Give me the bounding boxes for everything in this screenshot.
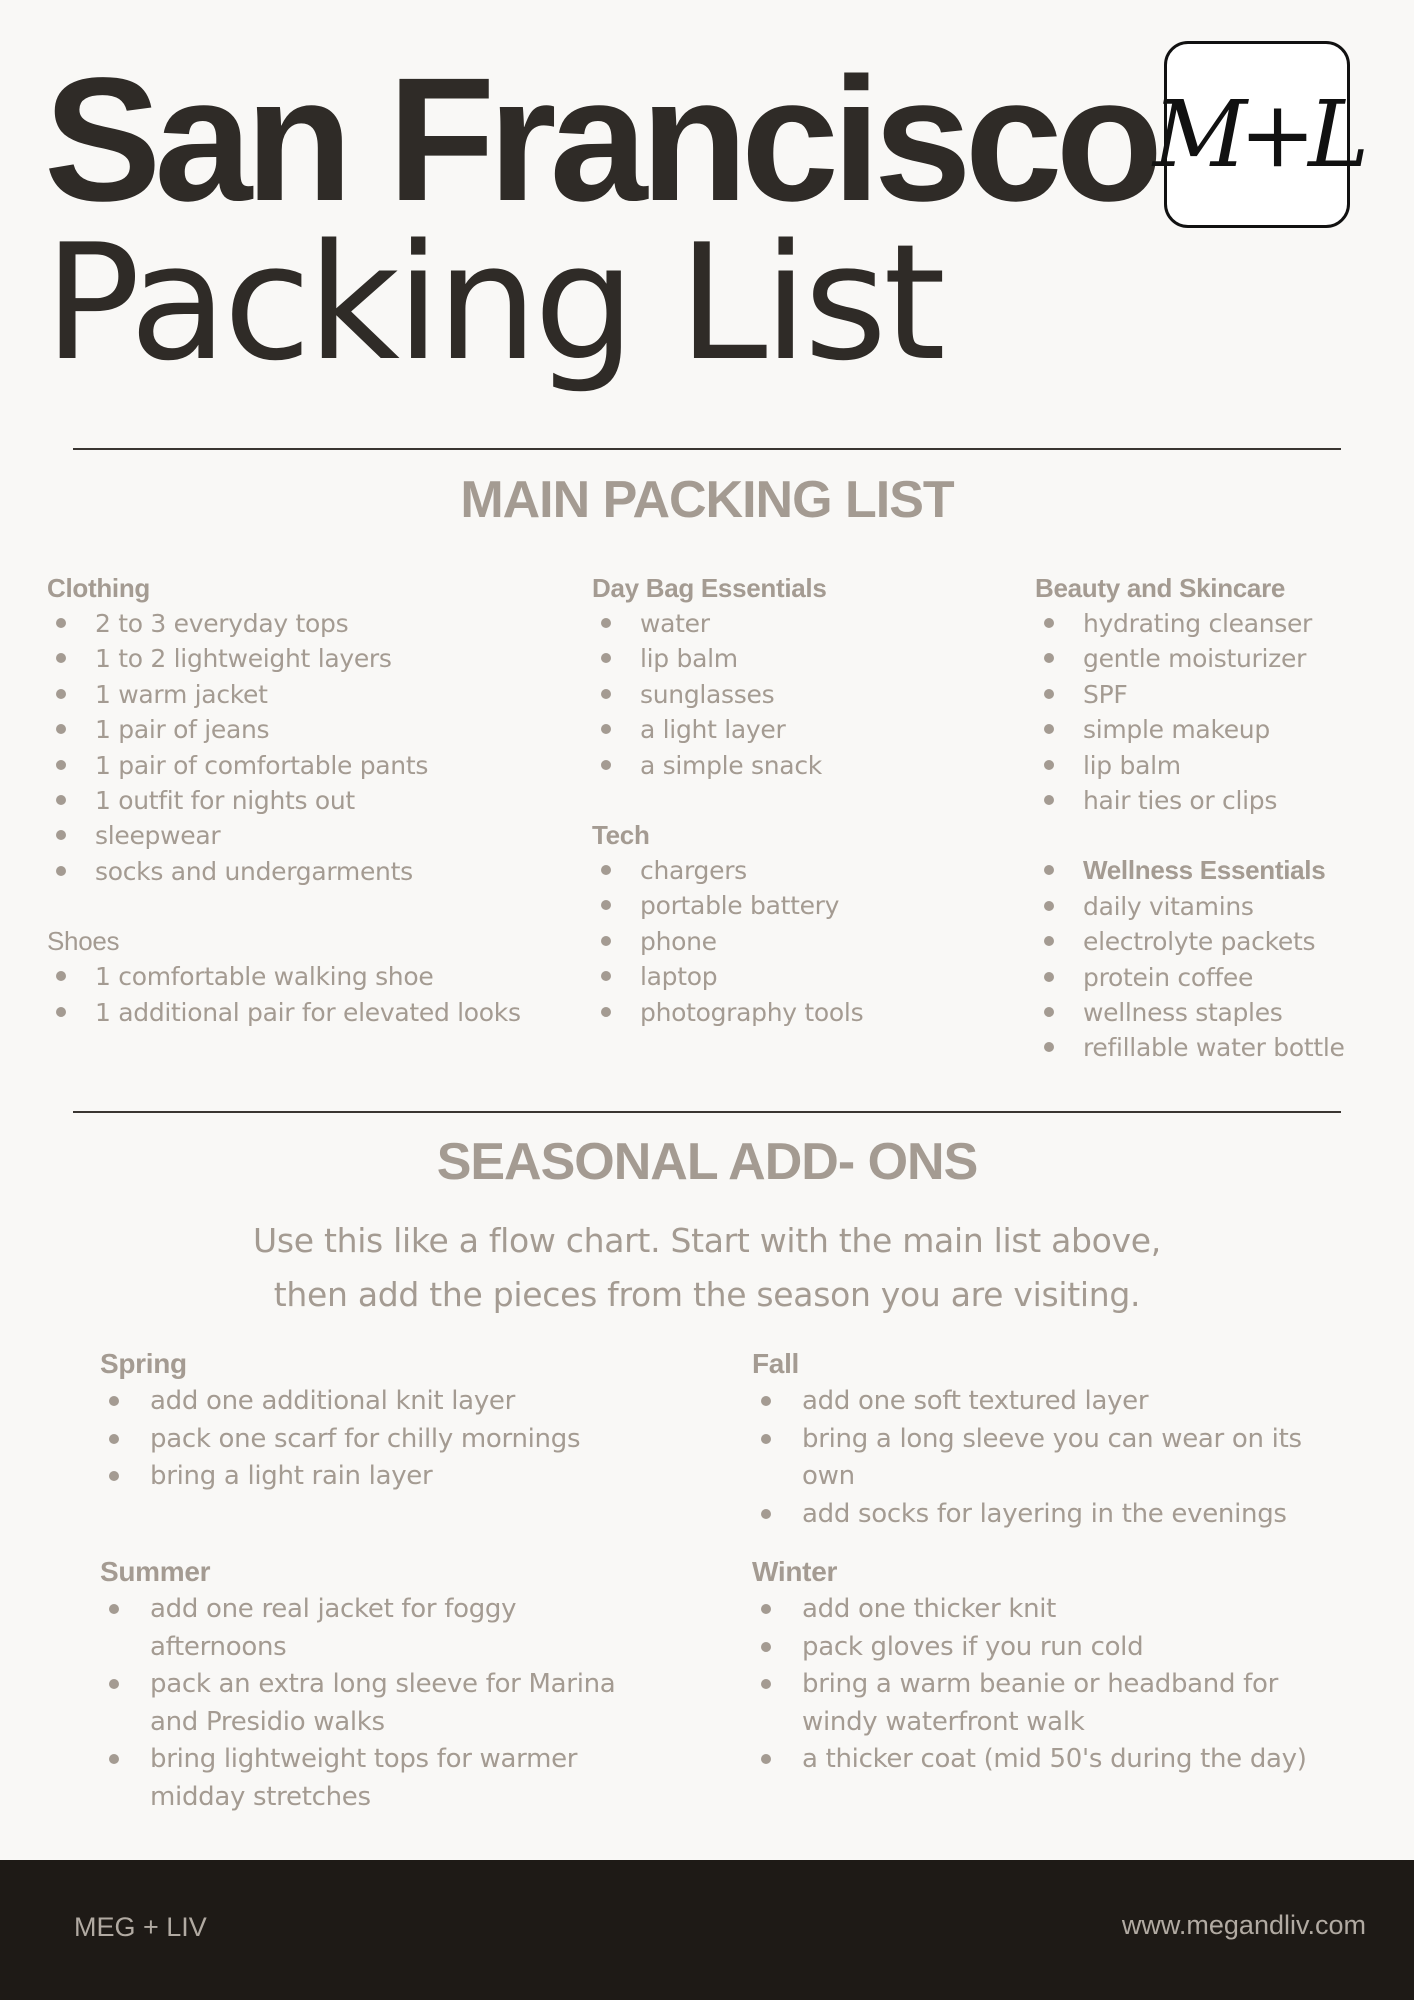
list-item: refillable water bottle (1035, 1030, 1400, 1065)
beauty-list (1035, 606, 1400, 818)
list-item: add one thicker knit (752, 1591, 1342, 1629)
shoes-heading: Shoes (47, 926, 120, 957)
wellness-items (1035, 889, 1400, 1066)
list-item: sleepwear (47, 818, 567, 853)
list-item: chargers (592, 853, 1012, 888)
list-item: electrolyte packets (1035, 924, 1400, 959)
list-item: 1 outfit for nights out (47, 783, 567, 818)
list-item: 1 comfortable walking shoe (47, 959, 567, 994)
footer-brand: MEG + LIV (74, 1912, 207, 1942)
list-item: portable battery (592, 888, 1012, 923)
footer-website-link[interactable]: www.megandliv.com (1121, 1910, 1366, 1940)
list-item: bring a long sleeve you can wear on its own (752, 1421, 1342, 1496)
clothing-heading: Clothing (47, 573, 151, 603)
season-summer (100, 1553, 660, 1816)
list-item: 1 additional pair for elevated looks (47, 995, 567, 1030)
spring-heading: Spring (100, 1348, 187, 1379)
list-item: laptop (592, 959, 1012, 994)
list-item: pack gloves if you run cold (752, 1629, 1342, 1667)
winter-list (752, 1591, 1342, 1779)
list-item: 1 pair of comfortable pants (47, 748, 567, 783)
list-item: phone (592, 924, 1012, 959)
seasonal-heading: SEASONAL ADD- ONS (436, 1133, 978, 1191)
summer-list (100, 1591, 660, 1816)
clothing-list (47, 606, 567, 889)
tech-list (592, 853, 1012, 1030)
spring-list (100, 1383, 660, 1496)
list-item: daily vitamins (1035, 889, 1400, 924)
divider-middle (73, 1111, 1341, 1113)
footer (0, 1860, 1414, 2000)
day-bag-list (592, 606, 1012, 783)
intro-line: Use this like a flow chart. Start with the main list above, (253, 1221, 1161, 1260)
beauty-heading: Beauty and Skincare (1035, 573, 1286, 603)
list-item: socks and undergarments (47, 854, 567, 889)
wellness-list (1035, 853, 1400, 888)
main-list-heading: MAIN PACKING LIST (460, 471, 954, 529)
column-clothing-shoes (47, 571, 567, 1030)
list-item: hydrating cleanser (1035, 606, 1400, 641)
list-item: 2 to 3 everyday tops (47, 606, 567, 641)
winter-heading: Winter (752, 1556, 838, 1587)
season-fall (752, 1345, 1342, 1533)
season-winter (752, 1553, 1342, 1779)
list-item: a light layer (592, 712, 1012, 747)
list-item: add one soft textured layer (752, 1383, 1342, 1421)
list-item: bring lightweight tops for warmer midday stretches (100, 1741, 660, 1816)
list-item: photography tools (592, 995, 1012, 1030)
list-item: a thicker coat (mid 50's during the day) (752, 1741, 1342, 1779)
divider-top (73, 448, 1341, 450)
list-item: bring a light rain layer (100, 1458, 660, 1496)
column-daybag-tech (592, 571, 1012, 1030)
shoes-list (47, 959, 567, 1030)
fall-list (752, 1383, 1342, 1533)
list-item: hair ties or clips (1035, 783, 1400, 818)
list-item: water (592, 606, 1012, 641)
list-item: add socks for layering in the evenings (752, 1496, 1342, 1534)
brand-logo: M+L (1164, 41, 1350, 228)
list-item: pack one scarf for chilly mornings (100, 1421, 660, 1459)
list-item: 1 to 2 lightweight layers (47, 641, 567, 676)
column-beauty-wellness (1035, 571, 1400, 1066)
list-item: 1 warm jacket (47, 677, 567, 712)
list-item: gentle moisturizer (1035, 641, 1400, 676)
season-spring (100, 1345, 660, 1496)
list-item: sunglasses (592, 677, 1012, 712)
list-item: add one additional knit layer (100, 1383, 660, 1421)
day-bag-heading: Day Bag Essentials (592, 573, 827, 603)
list-item: a simple snack (592, 748, 1012, 783)
list-item: lip balm (592, 641, 1012, 676)
summer-heading: Summer (100, 1556, 211, 1587)
list-item: bring a warm beanie or headband for windy waterfront walk (752, 1666, 1342, 1741)
list-item: SPF (1035, 677, 1400, 712)
list-item: lip balm (1035, 748, 1400, 783)
page-title-line1: San Francisco (44, 42, 1157, 238)
seasonal-intro (0, 1214, 1414, 1322)
fall-heading: Fall (752, 1348, 800, 1379)
list-item: protein coffee (1035, 960, 1400, 995)
page-title-line2: Packing List (44, 209, 942, 396)
list-item: simple makeup (1035, 712, 1400, 747)
intro-line: then add the pieces from the season you are visiting. (273, 1275, 1141, 1314)
tech-heading: Tech (592, 820, 650, 851)
wellness-heading: Wellness Essentials (1035, 853, 1400, 888)
list-item: pack an extra long sleeve for Marina and Presidio walks (100, 1666, 660, 1741)
list-item: add one real jacket for foggy afternoons (100, 1591, 660, 1666)
list-item: 1 pair of jeans (47, 712, 567, 747)
list-item: wellness staples (1035, 995, 1400, 1030)
